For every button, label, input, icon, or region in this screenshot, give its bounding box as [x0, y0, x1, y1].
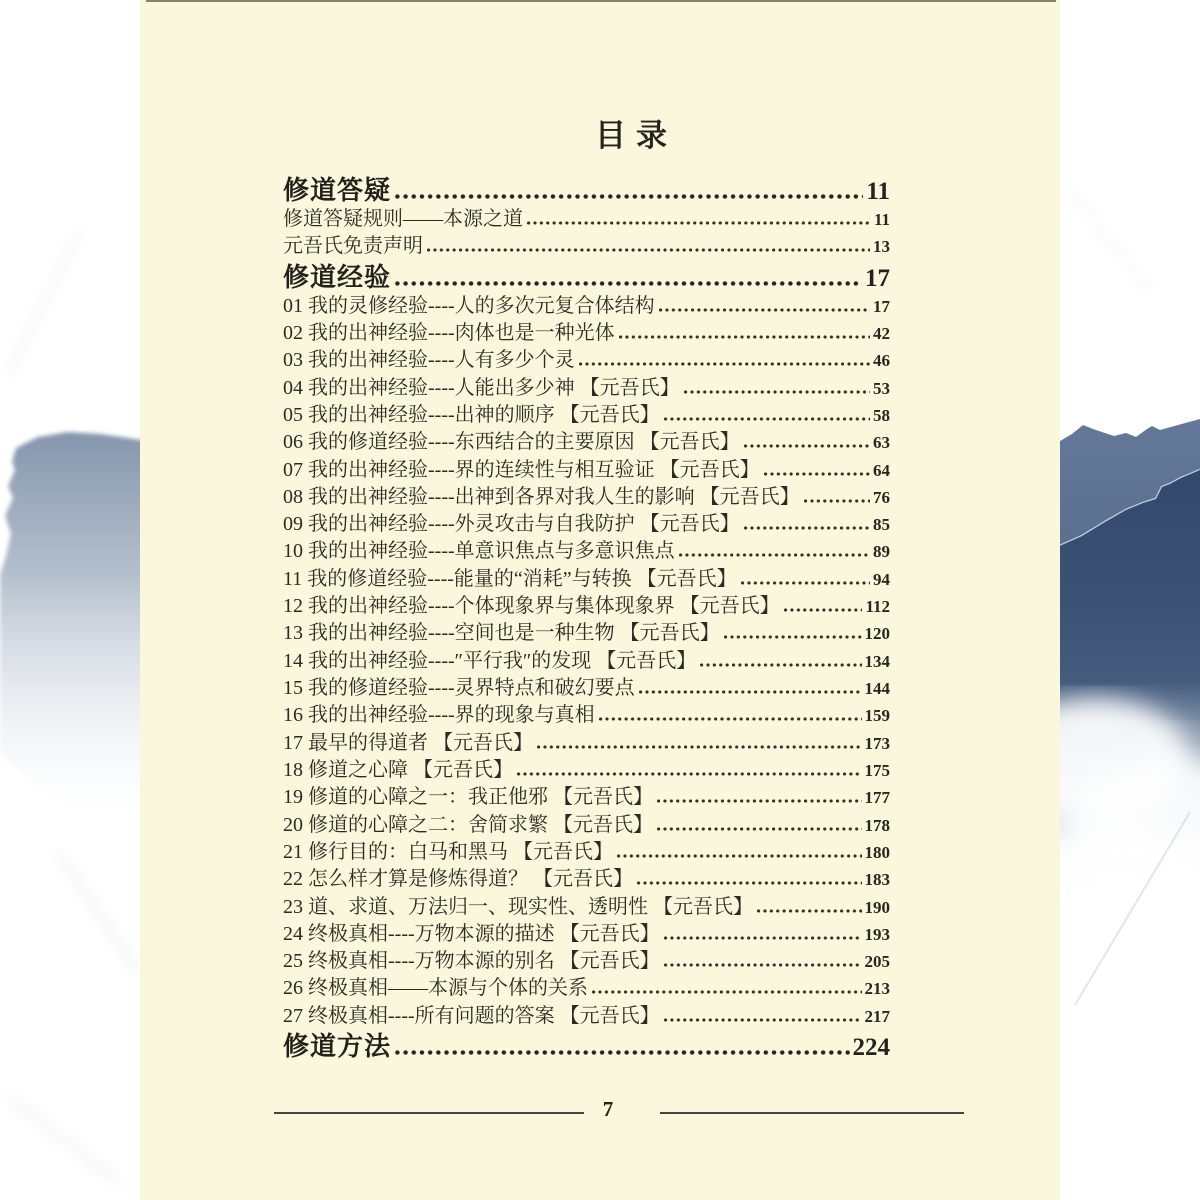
toc-item-page: 183 [864, 870, 890, 890]
footer-rule-left [274, 1112, 584, 1114]
footer-rule-right [660, 1112, 964, 1114]
toc-item-page: 193 [864, 924, 890, 944]
dot-leader [395, 281, 862, 286]
smudge-stroke [58, 852, 140, 975]
toc-heading-row [283, 261, 890, 293]
toc-item-page: 85 [873, 515, 890, 535]
dot-leader [684, 390, 870, 394]
dot-leader [579, 362, 870, 366]
dot-leader [764, 472, 870, 476]
toc-entry-row [283, 566, 890, 593]
toc-item-label: 15 我的修道经验----灵界特点和破幻要点 [283, 677, 635, 699]
smudge-stroke [8, 230, 80, 375]
toc-entry-row [283, 702, 890, 729]
dot-leader [664, 1018, 862, 1022]
toc-item-label: 22 怎么样才算是修炼得道？ 【元吾氏】 [283, 868, 633, 891]
toc-entry-row [283, 511, 890, 538]
toc-item-label: 11 我的修道经验----能量的“消耗”与转换 【元吾氏】 [283, 567, 737, 590]
toc-item-page: 58 [873, 405, 890, 425]
dot-leader [517, 772, 862, 776]
dot-leader [599, 717, 862, 721]
dot-leader [617, 854, 862, 858]
toc-item-page: 217 [864, 1006, 890, 1026]
toc-entry-row [283, 730, 890, 757]
toc-item-label: 08 我的出神经验----出神到各界对我人生的影响 【元吾氏】 [283, 485, 800, 508]
toc-item-page: 46 [873, 351, 890, 371]
toc-entry-row [283, 538, 890, 565]
dot-leader [700, 663, 861, 667]
dot-leader [657, 827, 862, 831]
toc-item-page: 173 [864, 733, 890, 753]
toc-item-label: 16 我的出神经验----界的现象与真相 [283, 704, 595, 727]
dot-leader [744, 526, 870, 530]
toc-item-label: 修道方法 [283, 1031, 392, 1062]
dot-leader [724, 635, 862, 639]
toc-item-page: 178 [864, 815, 890, 835]
toc-item-label: 06 我的修道经验----东西结合的主要原因 【元吾氏】 [283, 431, 740, 454]
toc-item-label: 01 我的灵修经验----人的多次元复合体结构 [283, 294, 655, 317]
toc-item-page: 213 [864, 979, 890, 999]
toc-item-page: 159 [864, 706, 890, 726]
dot-leader [664, 963, 862, 967]
toc-entry-row [283, 484, 890, 511]
smudge-stroke [1066, 187, 1150, 290]
toc-item-page: 180 [864, 842, 890, 862]
toc-item-label: 23 道、求道、万法归一、现实性、透明性 【元吾氏】 [283, 895, 753, 918]
dot-leader [744, 444, 870, 448]
toc-entry-row [283, 593, 890, 620]
dot-leader [395, 1050, 849, 1055]
toc-item-label: 24 终极真相----万物本源的描述 【元吾氏】 [283, 922, 660, 945]
toc-item-label: 26 终极真相——本源与个体的关系 [283, 977, 588, 1000]
toc-item-label: 12 我的出神经验----个体现象界与集体现象界 【元吾氏】 [283, 595, 780, 618]
toc-item-label: 25 终极真相----万物本源的别名 【元吾氏】 [283, 950, 660, 973]
dot-leader [592, 990, 862, 994]
toc-item-label: 修道答疑 [283, 175, 392, 205]
toc-item-page: 11 [866, 178, 890, 205]
toc-entry-row [283, 402, 890, 429]
toc-heading-row [283, 1030, 890, 1062]
mist-fade [1050, 680, 1200, 1200]
toc-item-label: 03 我的出神经验----人有多少个灵 [283, 349, 575, 372]
toc-item-label: 18 修道之心障 【元吾氏】 [283, 758, 513, 781]
dot-leader [637, 881, 862, 885]
dot-leader [741, 581, 870, 585]
dot-leader [527, 221, 871, 225]
toc-entry-row [283, 648, 890, 675]
toc-item-label: 20 修道的心障之二：舍简求繁 【元吾氏】 [283, 813, 653, 836]
toc-item-label: 19 修道的心障之一：我正他邪 【元吾氏】 [283, 786, 653, 809]
toc-item-page: 144 [864, 679, 890, 698]
toc-entry-row [283, 375, 890, 402]
toc-item-label: 17 最早的得道者 【元吾氏】 [283, 731, 533, 754]
toc-item-page: 89 [873, 542, 890, 562]
toc-item-page: 112 [865, 597, 890, 617]
toc-entry-row [283, 921, 890, 948]
book-page [140, 0, 1060, 1200]
toc-item-page: 177 [864, 788, 890, 808]
toc-sub-row [283, 233, 890, 260]
toc-item-page: 134 [864, 651, 890, 671]
toc-entry-row [283, 1003, 890, 1030]
smudge-stroke [10, 1098, 118, 1182]
toc-item-page: 190 [864, 897, 890, 917]
dot-leader [679, 553, 870, 557]
toc-item-page: 64 [873, 460, 890, 480]
page-top-edge [146, 0, 1056, 2]
dot-leader [659, 308, 870, 312]
toc-entry-row [283, 457, 890, 484]
toc-entry-row [283, 320, 890, 347]
toc-entry-row [283, 620, 890, 647]
toc-entry-row [283, 347, 890, 374]
toc-item-label: 21 修行目的：白马和黑马 【元吾氏】 [283, 840, 613, 863]
page-title: 目录 [595, 118, 677, 153]
dot-leader [639, 690, 862, 694]
toc-item-page: 11 [873, 210, 890, 229]
toc-entry-row [283, 866, 890, 893]
toc-item-page: 42 [873, 323, 890, 343]
toc-entry-row [283, 948, 890, 975]
toc-item-label: 13 我的出神经验----空间也是一种生物 【元吾氏】 [283, 622, 720, 645]
dot-leader [784, 608, 863, 612]
toc-item-page: 94 [873, 569, 890, 589]
footer-page-number: 7 [602, 1097, 614, 1121]
toc-item-page: 120 [864, 624, 890, 644]
toc-item-page: 17 [873, 296, 890, 316]
toc-item-label: 修道经验 [283, 261, 392, 292]
toc-item-label: 14 我的出神经验----″平行我″的发现 【元吾氏】 [283, 649, 697, 672]
toc-item-label: 02 我的出神经验----肉体也是一种光体 [283, 321, 615, 344]
toc-item-label: 09 我的出神经验----外灵攻击与自我防护 【元吾氏】 [283, 513, 740, 536]
toc-item-label: 27 终极真相----所有问题的答案 【元吾氏】 [283, 1004, 660, 1027]
dot-leader [427, 248, 870, 252]
toc-heading-row [283, 174, 890, 206]
toc-entry-row [283, 757, 890, 784]
dot-leader [664, 936, 862, 940]
toc-entry-row [283, 975, 890, 1002]
toc-entry-row [283, 675, 890, 702]
toc-item-label: 07 我的出神经验----界的连续性与相互验证 【元吾氏】 [283, 458, 760, 481]
dot-leader [537, 745, 862, 749]
toc-item-page: 53 [873, 378, 890, 398]
toc-item-page: 175 [864, 760, 890, 780]
toc-entry-row [283, 293, 890, 320]
toc-entry-row [283, 812, 890, 839]
toc-entry-row [283, 894, 890, 921]
toc-item-label: 04 我的出神经验----人能出多少神 【元吾氏】 [283, 376, 680, 399]
toc-item-label: 修道答疑规则——本源之道 [283, 208, 523, 230]
toc-item-page: 13 [873, 237, 890, 257]
toc-item-label: 10 我的出神经验----单意识焦点与多意识焦点 [283, 540, 675, 563]
toc-item-page: 205 [864, 952, 890, 972]
dot-leader [664, 417, 870, 421]
toc-entry-row [283, 429, 890, 456]
toc-sub-row [283, 206, 890, 233]
dot-leader [757, 909, 862, 913]
toc-item-label: 05 我的出神经验----出神的顺序 【元吾氏】 [283, 403, 660, 426]
toc-entry-row [283, 839, 890, 866]
toc-list [283, 174, 890, 1062]
toc-item-page: 17 [865, 264, 890, 292]
left-mountain [0, 432, 148, 835]
toc-item-label: 元吾氏免责声明 [283, 235, 423, 258]
toc-item-page: 224 [852, 1034, 890, 1062]
toc-item-page: 63 [873, 433, 890, 453]
dot-leader [804, 499, 870, 503]
toc-entry-row [283, 784, 890, 811]
toc-item-page: 76 [873, 487, 890, 507]
dot-leader [619, 335, 870, 339]
dot-leader [395, 194, 863, 199]
dot-leader [657, 799, 862, 803]
